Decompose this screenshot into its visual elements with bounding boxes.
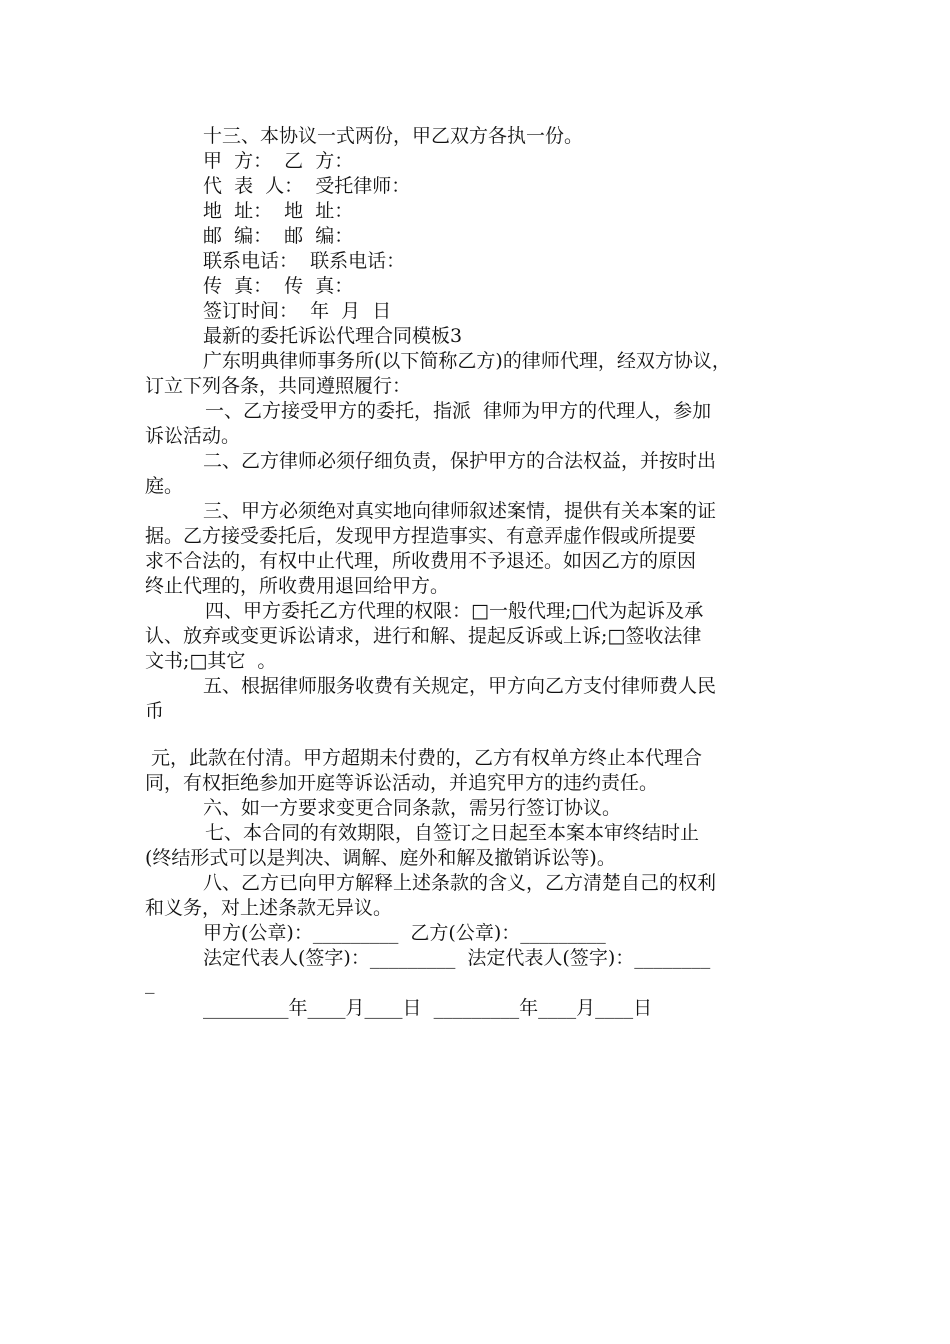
legal-rep-signature-line: 法定代表人(签字)：_________ 法定代表人(签字)：________ <box>203 947 711 969</box>
clause-2-line-1: 二、乙方律师必须仔细负责，保护甲方的合法权益，并按时出 <box>203 450 717 472</box>
clause-5-line-1: 五、根据律师服务收费有关规定，甲方向乙方支付律师费人民 <box>203 675 717 697</box>
clause-5-line-2: 币 <box>145 700 165 722</box>
clause-3-line-3: 求不合法的，有权中止代理，所收费用不予退还。如因乙方的原因 <box>145 550 697 572</box>
clause-8-line-2: 和义务，对上述条款无异议。 <box>145 897 393 919</box>
clause-2-line-2: 庭。 <box>145 475 184 497</box>
clause-7-line-2: (终结形式可以是判决、调解、庭外和解及撤销诉讼等)。 <box>145 847 616 869</box>
clause-1-line-2: 诉讼活动。 <box>145 425 241 447</box>
clause-3-line-2: 据。乙方接受委托后，发现甲方捏造事实、有意弄虚作假或所提要 <box>145 525 697 547</box>
representative-line: 代 表 人： 受托律师： <box>203 175 411 197</box>
signing-date-line: 签订时间： 年 月 日 <box>203 300 392 322</box>
clause-5-line-3: 元，此款在付清。甲方超期未付费的，乙方有权单方终止本代理合 <box>145 747 703 769</box>
document-body <box>145 124 809 1021</box>
clause-13: 十三、本协议一式两份，甲乙双方各执一份。 <box>203 125 584 147</box>
clause-4-line-2: 认、放弃或变更诉讼请求，进行和解、提起反诉或上诉;□签收法律 <box>145 625 702 647</box>
blank-gap <box>145 724 809 746</box>
clause-5-line-4: 同，有权拒绝参加开庭等诉讼活动，并追究甲方的违约责任。 <box>145 772 659 794</box>
signature-line-overflow: _ <box>145 972 155 994</box>
clause-1-line-1: 一、乙方接受甲方的委托，指派 律师为甲方的代理人，参加 <box>205 400 712 422</box>
clause-3-line-1: 三、甲方必须绝对真实地向律师叙述案情，提供有关本案的证 <box>203 500 717 522</box>
phone-line: 联系电话： 联系电话： <box>203 250 406 272</box>
section-title: 最新的委托诉讼代理合同模板3 <box>203 325 463 347</box>
clause-4-line-3: 文书;□其它 。 <box>145 650 277 672</box>
seal-line: 甲方(公章)：_________ 乙方(公章)：_________ <box>203 922 606 944</box>
clause-7-line-1: 七、本合同的有效期限，自签订之日起至本案本审终结时止 <box>205 822 700 844</box>
clause-8-line-1: 八、乙方已向甲方解释上述条款的含义，乙方清楚自己的权利 <box>203 872 717 894</box>
address-line: 地 址： 地 址： <box>203 200 354 222</box>
clause-4-line-1: 四、甲方委托乙方代理的权限：□一般代理;□代为起诉及承 <box>205 600 704 622</box>
party-label-line: 甲 方： 乙 方： <box>203 150 354 172</box>
clause-3-line-4: 终止代理的，所收费用退回给甲方。 <box>145 575 450 597</box>
intro-paragraph-line-2: 订立下列各条，共同遵照履行： <box>145 375 412 397</box>
intro-paragraph-line-1: 广东明典律师事务所(以下简称乙方)的律师代理，经双方协议， <box>203 350 731 372</box>
postcode-line: 邮 编： 邮 编： <box>203 225 354 247</box>
fax-line: 传 真： 传 真： <box>203 275 354 297</box>
date-signature-line: _________年____月____日 _________年____月____日 <box>203 997 653 1019</box>
clause-6: 六、如一方要求变更合同条款，需另行签订协议。 <box>203 797 622 819</box>
